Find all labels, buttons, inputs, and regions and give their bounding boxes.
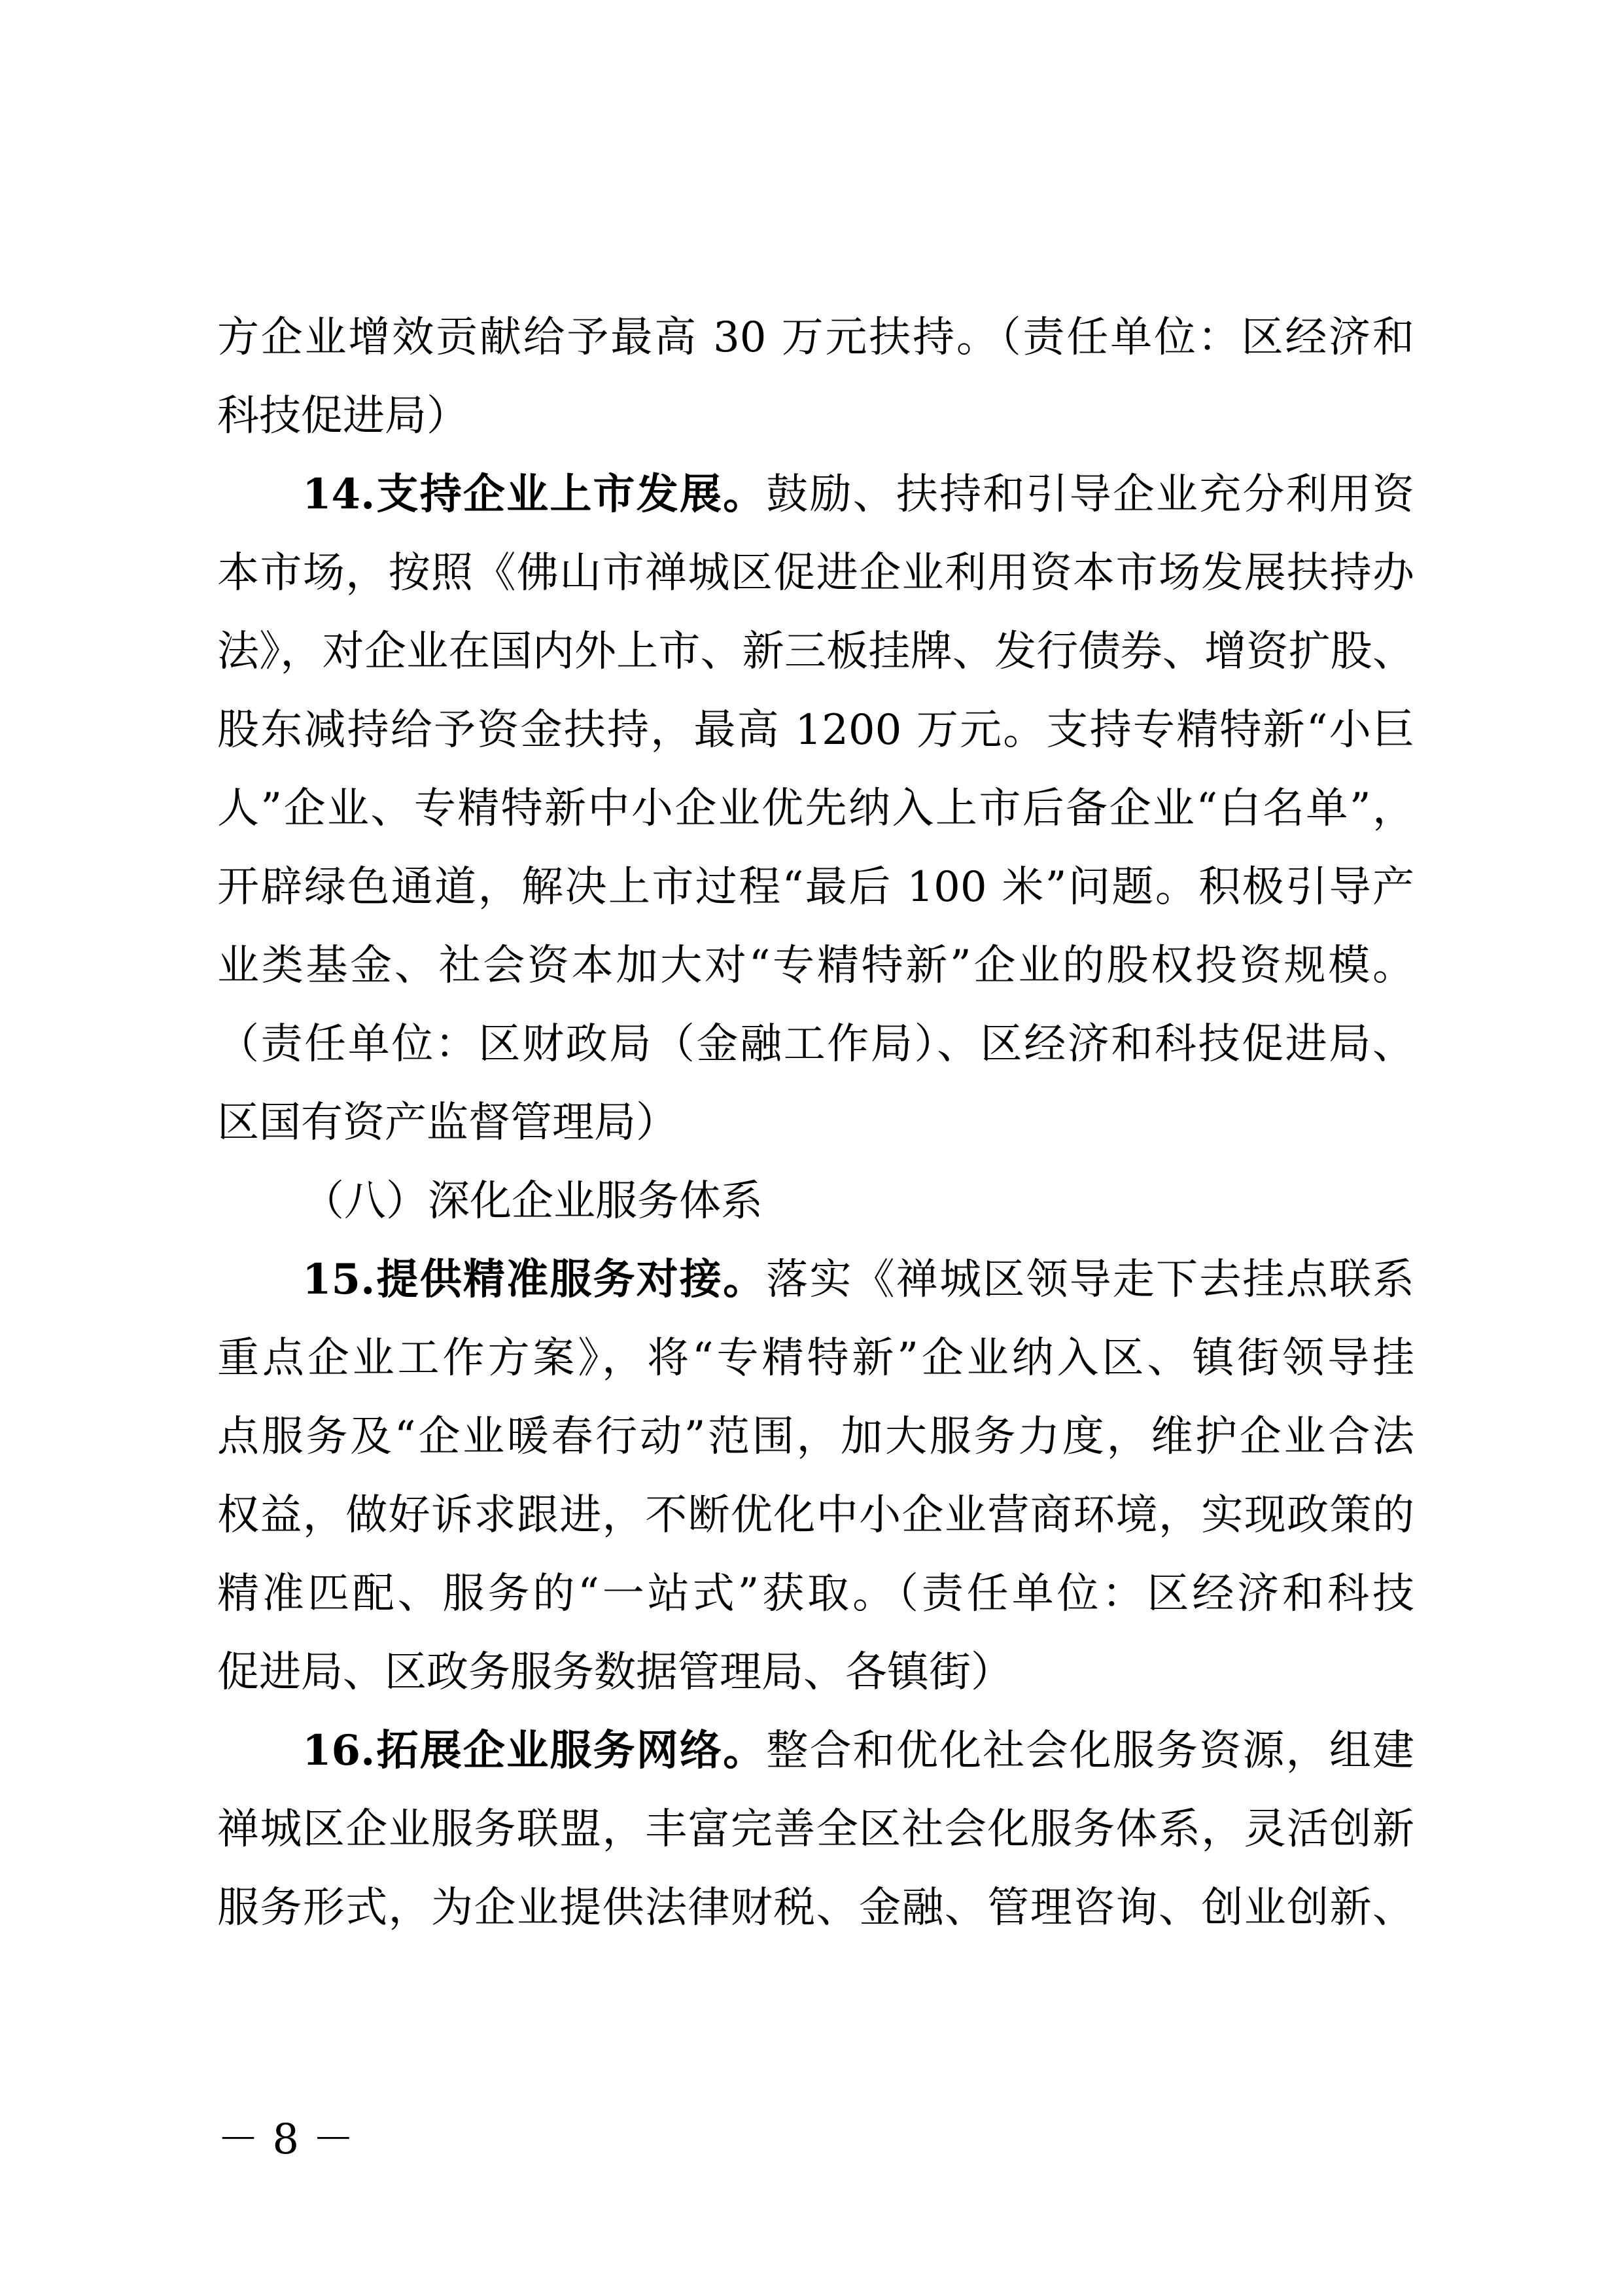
body-line: 本市场，按照《佛山市禅城区促进企业利用资本市场发展扶持办 [217, 549, 1414, 597]
body-line: 方企业增效贡献给予最高 30 万元扶持。（责任单位：区经济和 [217, 313, 1414, 362]
body-line: 法》，对企业在国内外上市、新三板挂牌、发行债券、增资扩股、 [217, 627, 1414, 676]
body-line: 禅城区企业服务联盟，丰富完善全区社会化服务体系，灵活创新 [217, 1805, 1414, 1854]
body-line: 区国有资产监督管理局） [217, 1099, 678, 1147]
item-16-text: 整合和优化社会化服务资源，组建 [766, 1727, 1414, 1775]
body-line: 重点企业工作方案》，将“专精特新”企业纳入区、镇街领导挂 [217, 1334, 1414, 1383]
item-14-text: 鼓励、扶持和引导企业充分利用资 [766, 470, 1414, 519]
item-14 [302, 455, 1414, 534]
item-15 [302, 1241, 1414, 1319]
body-line: （责任单位：区财政局（金融工作局）、区经济和科技促进局、 [217, 1020, 1414, 1069]
body-line: 点服务及“企业暖春行动”范围，加大服务力度，维护企业合法 [217, 1413, 1414, 1461]
body-line: 业类基金、社会资本加大对“专精特新”企业的股权投资规模。 [217, 942, 1414, 990]
item-16-title: 16.拓展企业服务网络。 [302, 1726, 767, 1775]
item-14-title: 14.支持企业上市发展。 [302, 470, 767, 519]
body-line: 科技促进局） [217, 392, 468, 440]
body-line: 精准匹配、服务的“一站式”获取。（责任单位：区经济和科技 [217, 1570, 1414, 1618]
body-line: 促进局、区政务服务数据管理局、各镇街） [217, 1648, 1013, 1697]
item-16 [302, 1712, 1414, 1790]
page-number: － 8 － [217, 2115, 355, 2164]
body-line: 服务形式，为企业提供法律财税、金融、管理咨询、创业创新、 [217, 1884, 1414, 1932]
item-15-title: 15.提供精准服务对接。 [302, 1255, 767, 1304]
section-heading: （八）深化企业服务体系 [302, 1177, 763, 1226]
item-15-text: 落实《禅城区领导走下去挂点联系 [766, 1256, 1414, 1304]
body-line: 开辟绿色通道，解决上市过程“最后 100 米”问题。积极引导产 [217, 863, 1414, 911]
body-line: 股东减持给予资金扶持，最高 1200 万元。支持专精特新“小巨 [217, 706, 1414, 754]
body-line: 人”企业、专精特新中小企业优先纳入上市后备企业“白名单”， [217, 785, 1414, 833]
body-line: 权益，做好诉求跟进，不断优化中小企业营商环境，实现政策的 [217, 1491, 1414, 1540]
